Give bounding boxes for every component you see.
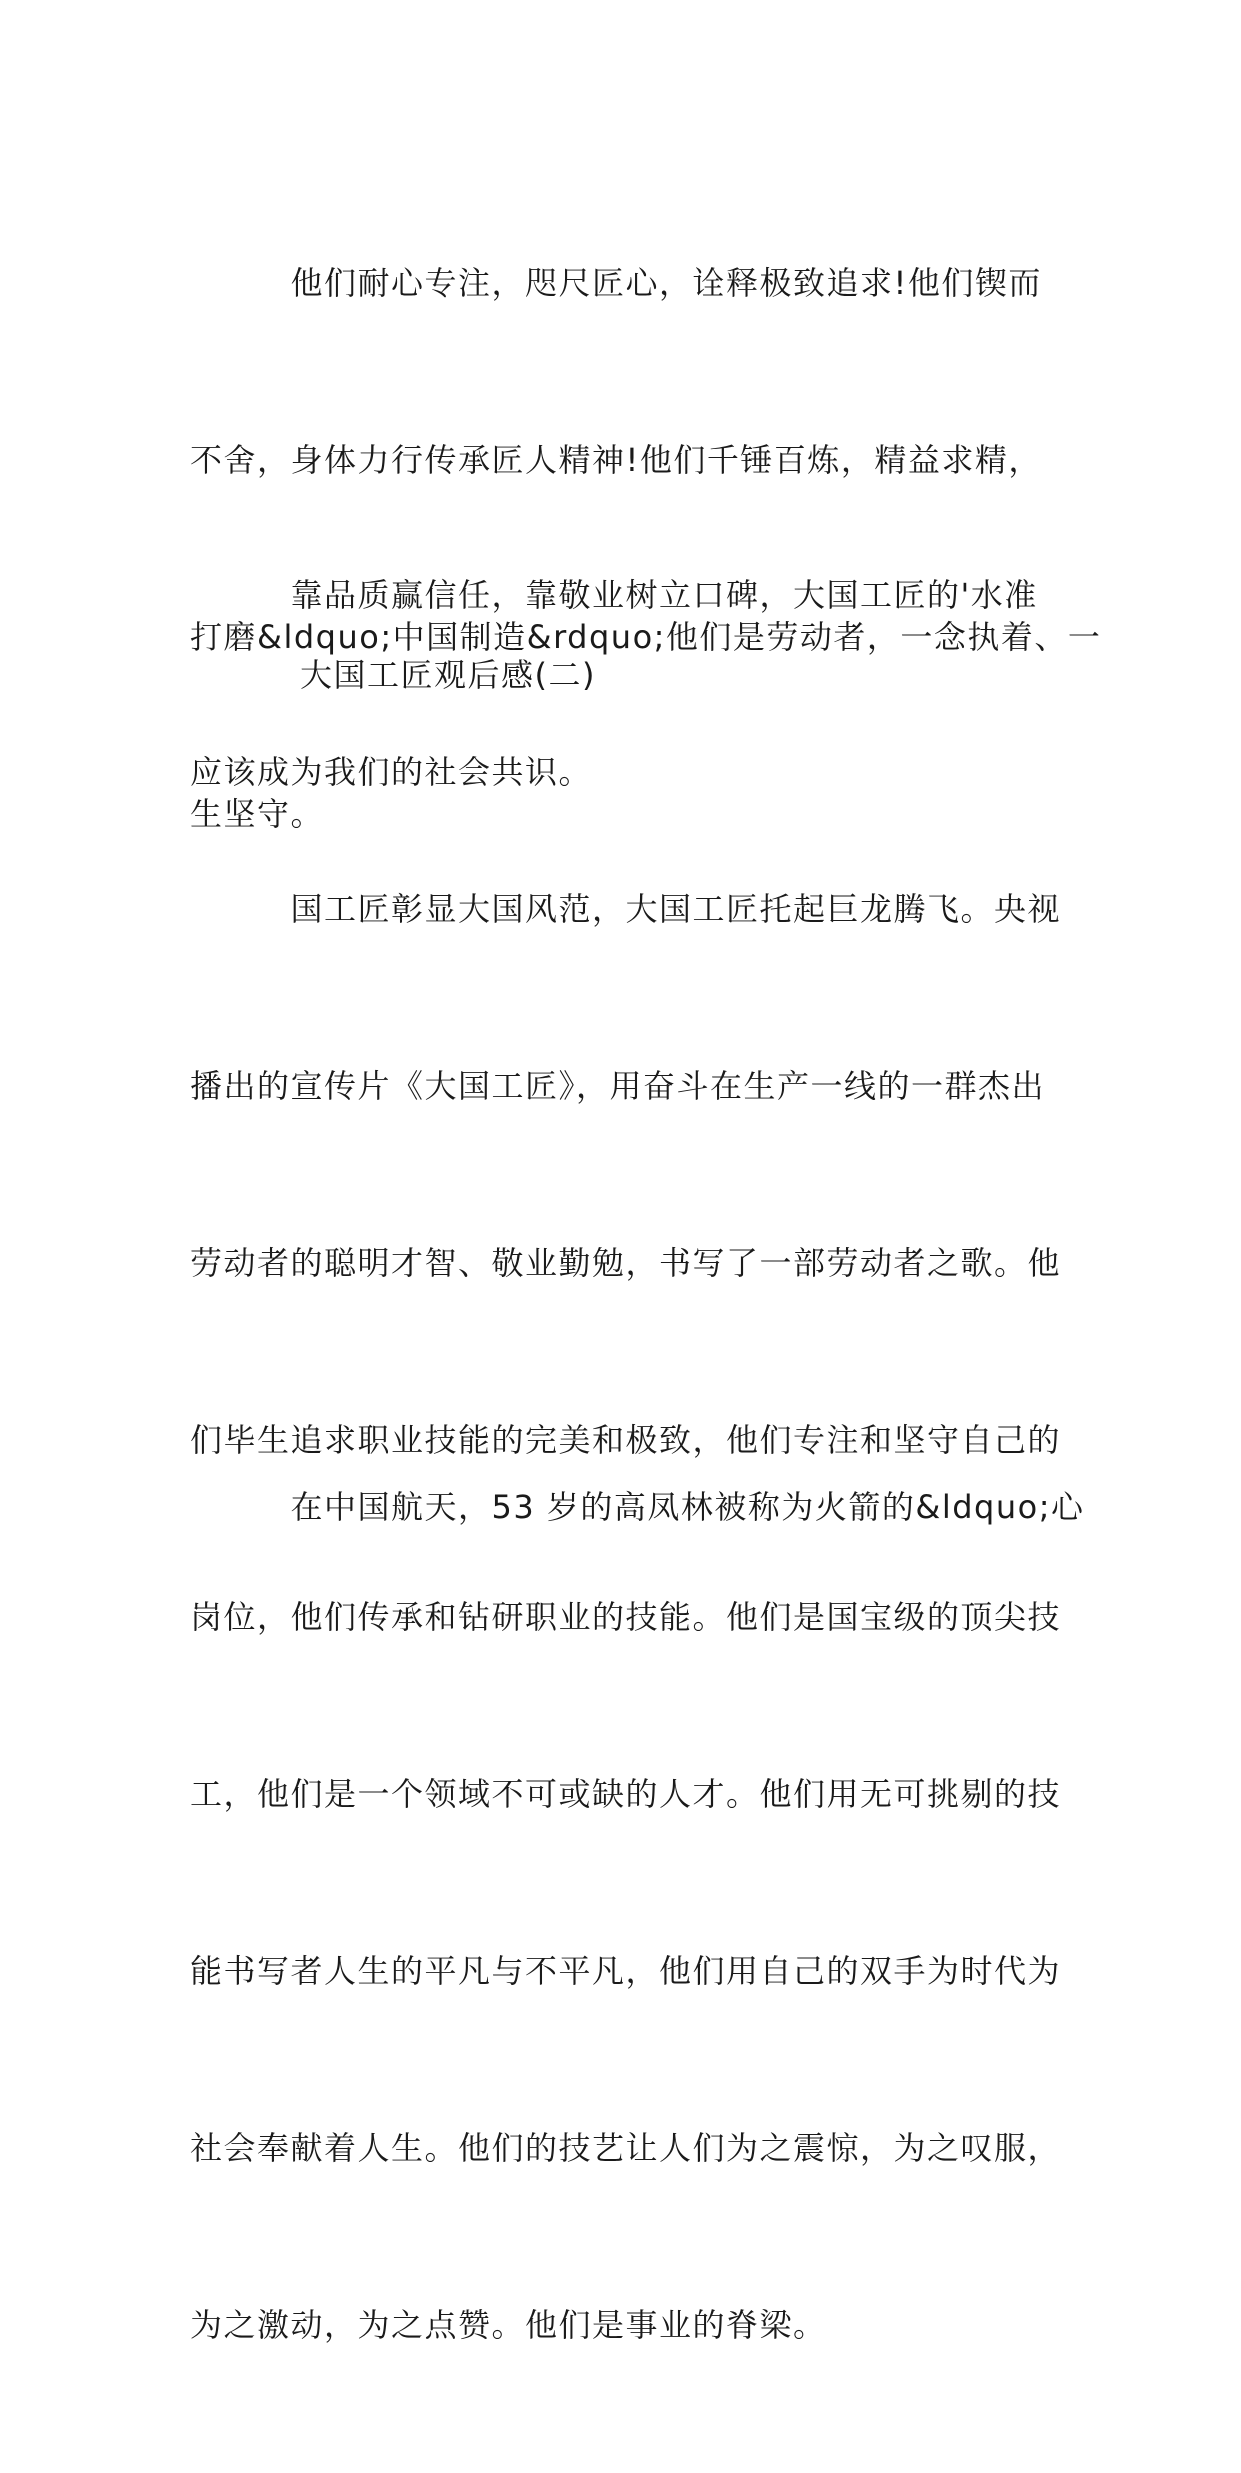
text-line: 工，他们是一个领域不可或缺的人才。他们用无可挑剔的技 — [190, 1775, 1062, 1813]
text-line: 打磨&ldquo;中国制造&rdquo;他们是劳动者，一念执着、一 — [190, 618, 1102, 656]
text-line: 社会奉献着人生。他们的技艺让人们为之震惊，为之叹服， — [190, 2129, 1062, 2167]
text-line: 他们耐心专注，咫尺匠心，诠释极致追求!他们锲而 — [190, 264, 1042, 302]
section-heading: 大国工匠观后感(二) — [300, 656, 596, 694]
text-line: 为之激动，为之点赞。他们是事业的脊梁。 — [190, 2306, 827, 2344]
text-line: 能书写者人生的平凡与不平凡，他们用自己的双手为时代为 — [190, 1952, 1062, 1990]
text-line: 国工匠彰显大国风范，大国工匠托起巨龙腾飞。央视 — [190, 890, 1062, 928]
text-line: 播出的宣传片《大国工匠》，用奋斗在生产一线的一群杰出 — [190, 1067, 1046, 1105]
text-line: 劳动者的聪明才智、敬业勤勉，书写了一部劳动者之歌。他 — [190, 1244, 1062, 1282]
text-line: 应该成为我们的社会共识。 — [190, 753, 593, 791]
text-line: 岗位，他们传承和钻研职业的技能。他们是国宝级的顶尖技 — [190, 1598, 1062, 1636]
paragraph-aerospace — [190, 1360, 1085, 1655]
text-line: 生坚守。 — [190, 795, 325, 833]
text-line: 靠品质赢信任，靠敬业树立口碑，大国工匠的'水准 — [190, 576, 1038, 614]
text-line: 在中国航天，53 岁的高凤林被称为火箭的&ldquo;心 — [190, 1488, 1085, 1526]
text-line: 不舍，身体力行传承匠人精神!他们千锤百炼，精益求精， — [190, 441, 1042, 479]
text-line: 们毕生追求职业技能的完美和极致，他们专注和坚守自己的 — [190, 1421, 1062, 1459]
